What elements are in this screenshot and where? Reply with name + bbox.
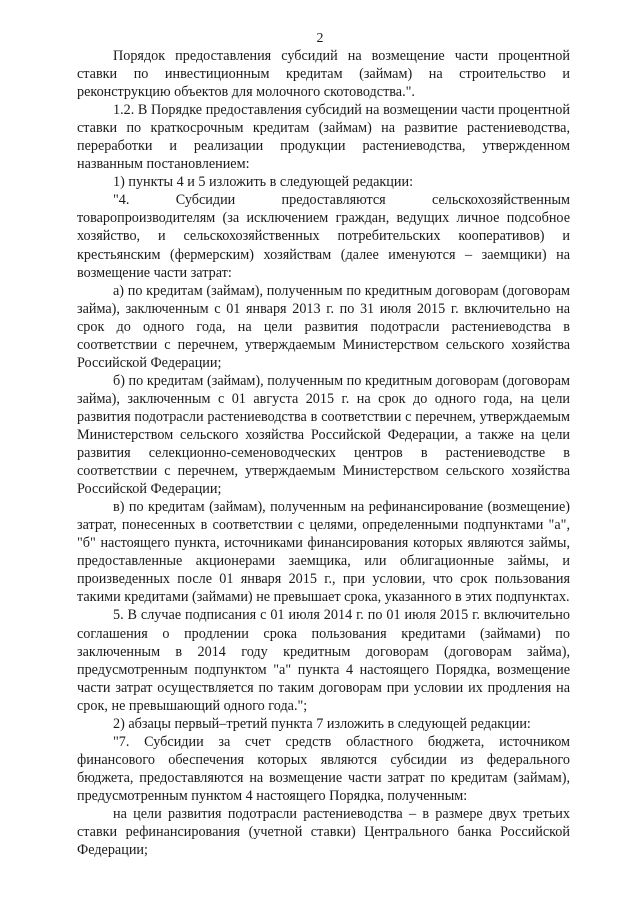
paragraph-section-1-2: 1.2. В Порядке предоставления субсидий на возмещении части процентной ставки по краткосрочным кредитам (займам) на развитие растениеводства, переработки и реализации продукции растениеводства, утвержденном названным постановлением:	[77, 102, 570, 173]
paragraph-crop-development: на цели развития подотрасли растениеводства – в размере двух третьих ставки рефинансирования (учетной ставки) Центрального банка Российской Федерации;	[77, 805, 570, 859]
paragraph-subclause-a: а) по кредитам (займам), полученным по кредитным договорам (договорам займа), заключенным с 01 января 2013 г. по 31 июля 2015 г. включительно на срок до одного года, на цели развития подотрасли растениеводства в соответствии с перечнем, утверждаемым Министерством сельского хозяйства Российской Федерации;	[77, 282, 570, 371]
page-number: 2	[316, 31, 324, 46]
paragraph-clause-4: "4. Субсидии предоставляются сельскохозяйственным товаропроизводителям (за исключением граждан, ведущих личное подсобное хозяйство, и сельскохозяйственных потребительских кооперативов) и крестьянским (фермерским) хозяйствам (далее именуются – заемщики) на возмещение части затрат:	[77, 192, 570, 281]
paragraph-subclause-v: в) по кредитам (займам), полученным на рефинансирование (возмещение) затрат, понесенных в соответствии с целями, определенными подпунктами "а", "б" настоящего пункта, источниками финансирования которых являются займы, предоставленные акционерами заемщика, или облигационные займы, и произведенных после 01 января 2015 г., при условии, что срок пользования такими кредитами (займами) не превышает срока, указанного в этих подпунктах.	[77, 499, 570, 606]
paragraph-item-2: 2) абзацы первый–третий пункта 7 изложить в следующей редакции:	[113, 715, 531, 732]
paragraph-order-title-end: Порядок предоставления субсидий на возмещение части процентной ставки по инвестиционным кредитам (займам) на строительство и реконструкцию объектов для молочного скотоводства.".	[77, 48, 570, 101]
document-body	[77, 47, 570, 859]
paragraph-clause-7: "7. Субсидии за счет средств областного бюджета, источником финансового обеспечения которых являются субсидии из федерального бюджета, предоставляются на возмещение части затрат по кредитам (займам), предусмотренным пунктом 4 настоящего Порядка, полученным:	[77, 733, 570, 804]
paragraph-clause-5: 5. В случае подписания с 01 июля 2014 г. по 01 июля 2015 г. включительно соглашения о продлении срока пользования кредитами (займами) по заключенным в 2014 году кредитным договорам (договорам займа), предусмотренным подпунктом "а" пункта 4 настоящего Порядка, возмещение части затрат осуществляется по таким договорам при условии их продления на срок, не превышающий одного года.";	[77, 607, 570, 714]
paragraph-item-1: 1) пункты 4 и 5 изложить в следующей редакции:	[113, 174, 414, 191]
paragraph-subclause-b: б) по кредитам (займам), полученным по кредитным договорам (договорам займа), заключенным с 01 августа 2015 г. на срок до одного года, на цели развития подотрасли растениеводства в соответствии с перечнем, утверждаемым Министерством сельского хозяйства Российской Федерации, а также на цели развития селекционно-семеноводческих центров в растениеводстве в соответствии с перечнем, утверждаемым Министерством сельского хозяйства Российской Федерации;	[77, 372, 570, 498]
